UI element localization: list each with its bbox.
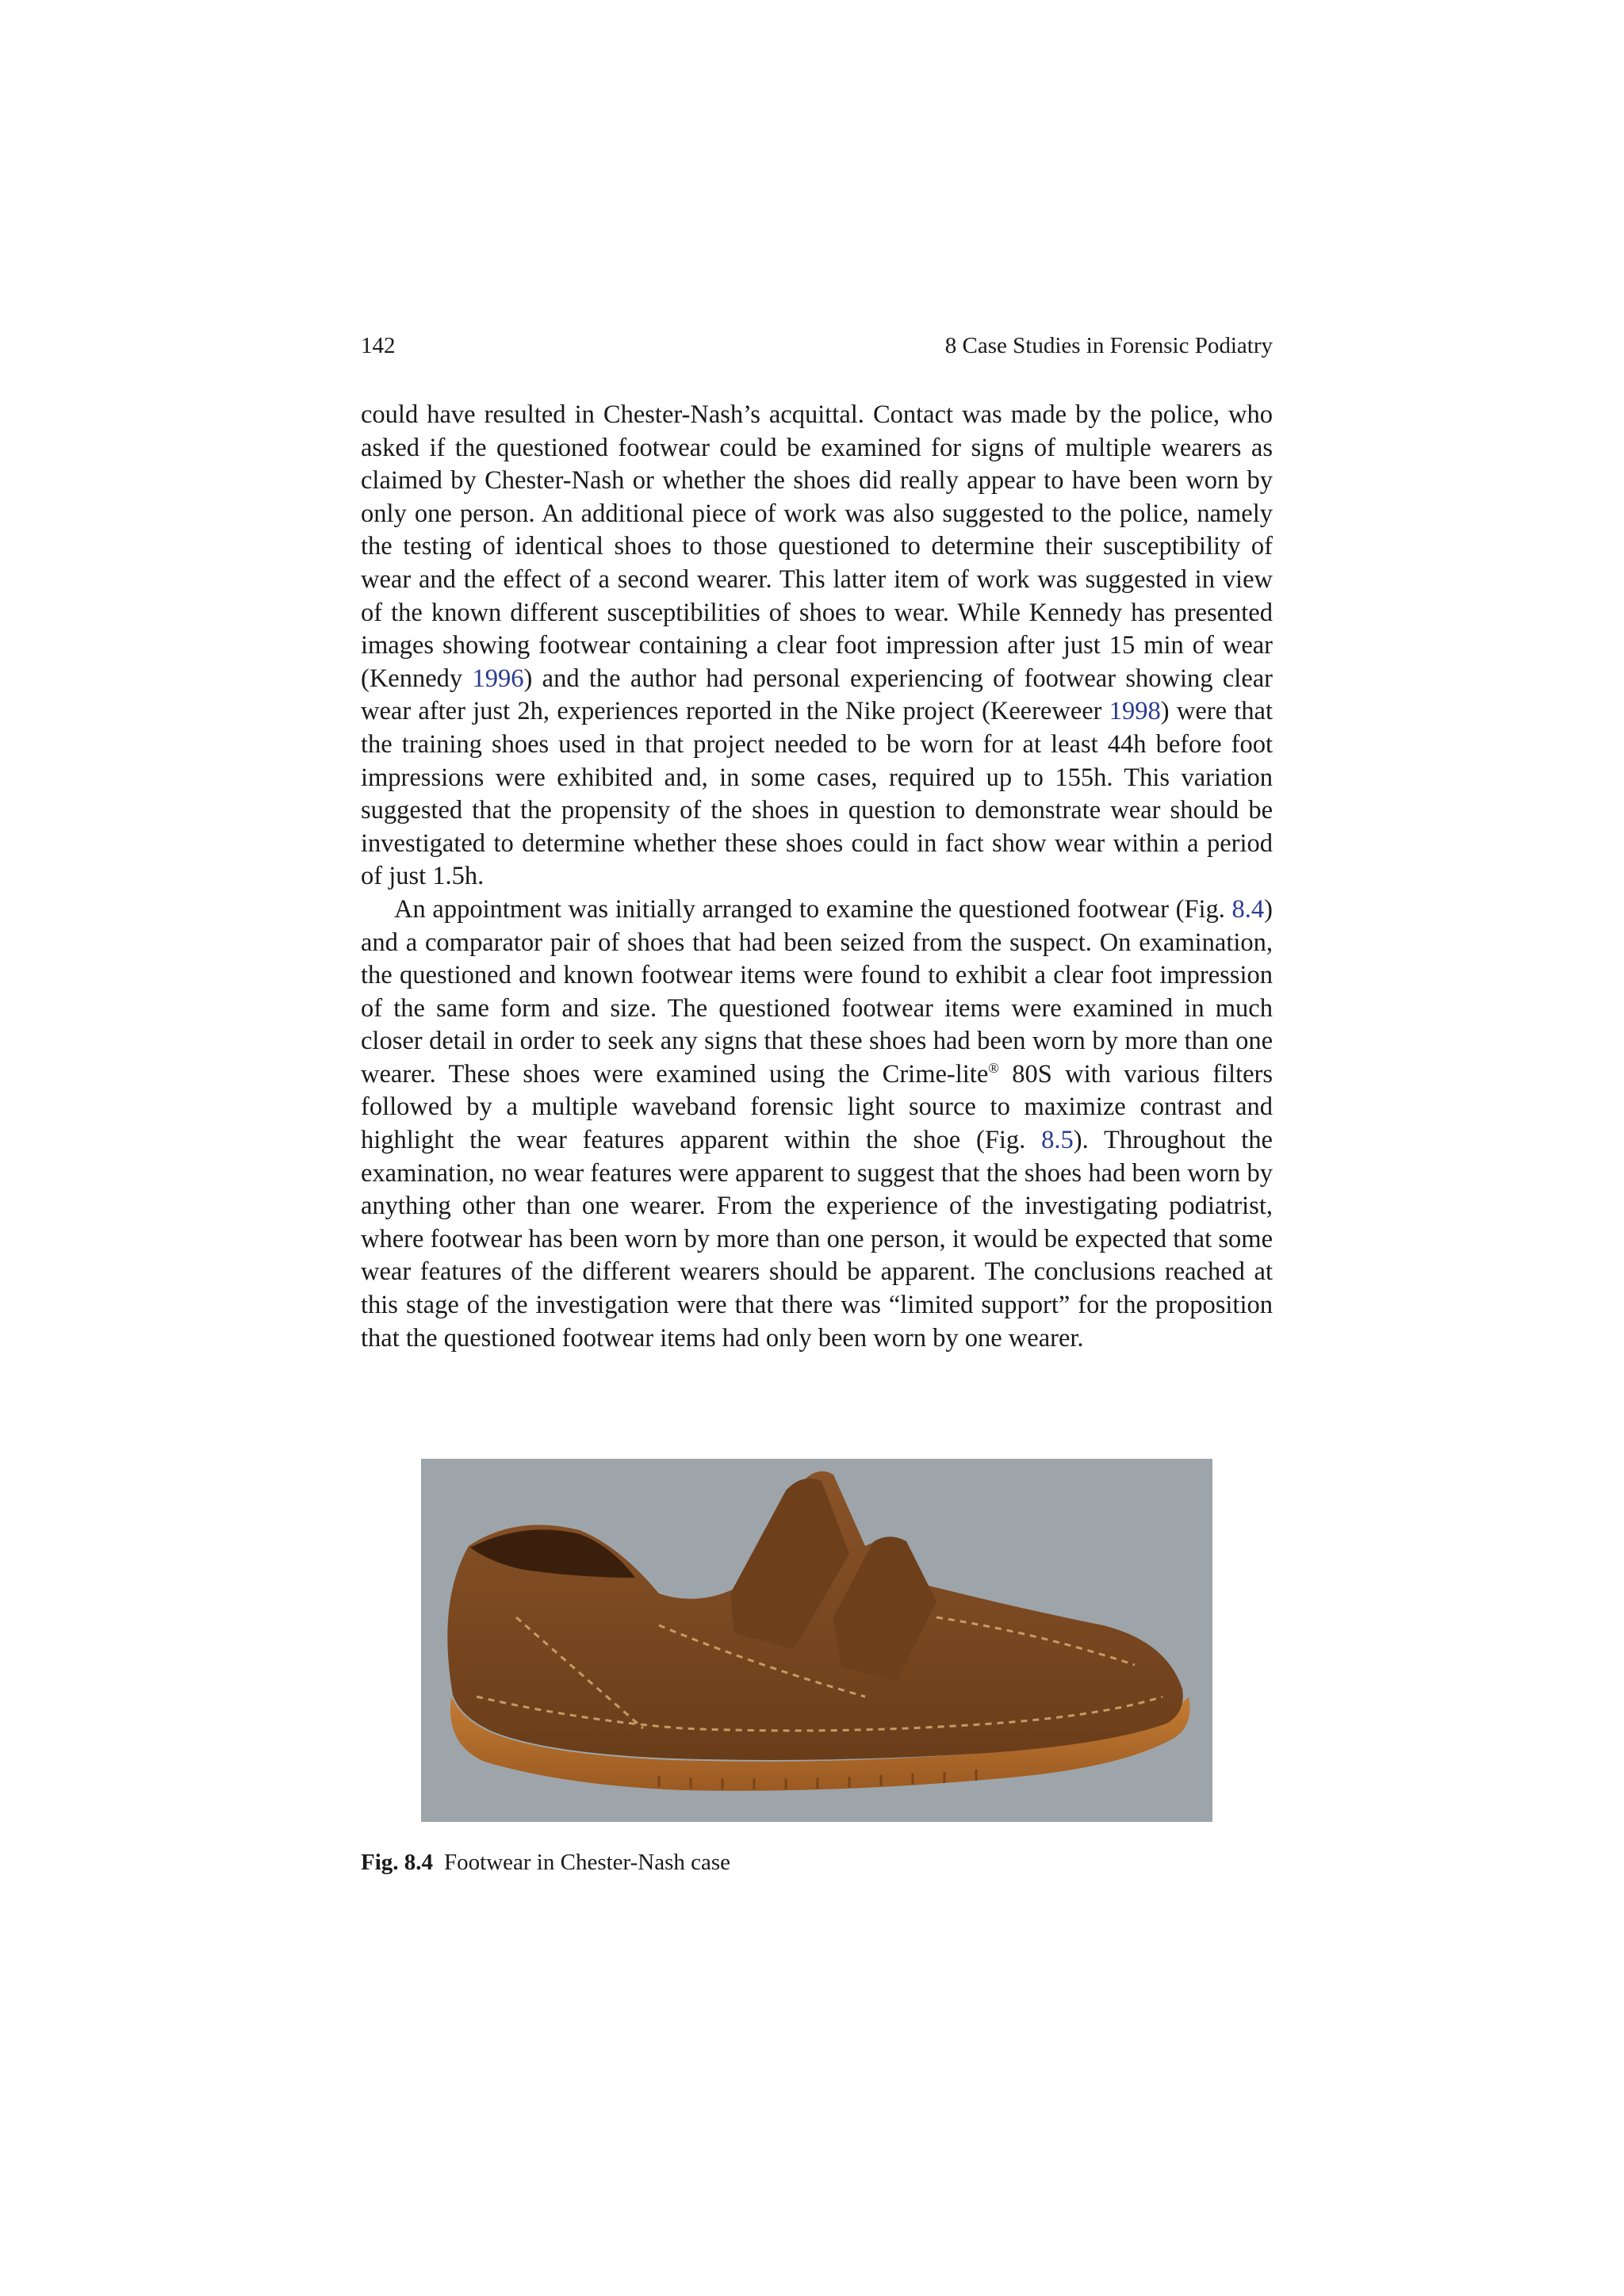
running-head: 8 Case Studies in Forensic Podiatry [944,333,1273,358]
text-run: ). Throughout the examination, no wear features were apparent to suggest that the shoes had been worn by anything other than one wearer. From the experience of the investigating podiatrist, where footwear has been worn by more than one person, it would be expected that some wear features of the different wearers should be apparent. The conclusions reached at this stage of the investigation were that there was “limited support” for the proposition that the questioned footwear items had only been worn by one wearer. [361,1126,1273,1353]
text-run: could have resulted in Chester-Nash’s acquittal. Contact was made by the police, who asked if the questioned footwear could be examined for signs of multiple wearers as claimed by Chester-Nash or whether the shoes did really appear to have been worn by only one person. An additional piece of work was also suggested to the police, namely the testing of identical shoes to those questioned to determine their susceptibility of wear and the effect of a second wearer. This latter item of work was suggested in view of the known different susceptibilities of shoes to wear. While Kennedy has presented images showing footwear containing a clear foot impression after just 15 min of wear (Kennedy [361,400,1273,693]
figure-shoe-photo [421,1459,1212,1822]
figure-link-8-4[interactable]: 8.4 [1231,894,1265,924]
text-run: ) were that the training shoes used in that project needed to be worn for at least 44h before foot impressions were exhibited and, in some cases, required up to 155h. This variation suggested that the propensity of the shoes in question to demonstrate wear should be investigated to determine whether these shoes could in fact show wear within a period of just 1.5h. [361,697,1273,891]
registered-mark: ® [988,1060,999,1077]
page-number: 142 [361,333,396,358]
citation-link-kennedy-1996[interactable]: 1996 [472,664,524,693]
figure-caption-text: Footwear in Chester-Nash case [444,1850,731,1875]
paragraph-1 [361,399,1273,894]
shoe-illustration [421,1459,1212,1822]
paragraph-2 [361,894,1273,1355]
text-run: ) and a comparator pair of shoes that had been seized from the suspect. On examination, the questioned and known footwear items were found to exhibit a clear foot impression of the same form and size. The questioned footwear items were examined in much closer detail in order to seek any signs that these shoes had been worn by more than one wearer. These shoes were examined using the Crime-lite [361,894,1273,1089]
page-header [361,333,1273,368]
figure-link-8-5[interactable]: 8.5 [1041,1126,1074,1155]
body-text [361,399,1273,1355]
text-run: An appointment was initially arranged to examine the questioned footwear (Fig. [394,894,1232,924]
citation-link-keereweer-1998[interactable]: 1998 [1109,697,1161,726]
text-run: ) and the author had personal experiencing of footwear showing clear wear after just 2h, experiences reported in the Nike project (Keereweer [361,664,1273,726]
text-run: 80S with various filters followed by a multiple waveband forensic light source to maximize contrast and highlight the wear features apparent within the shoe (Fig. [361,1059,1273,1155]
figure-label: Fig. 8.4 [361,1850,434,1875]
figure-caption [361,1850,1273,1876]
